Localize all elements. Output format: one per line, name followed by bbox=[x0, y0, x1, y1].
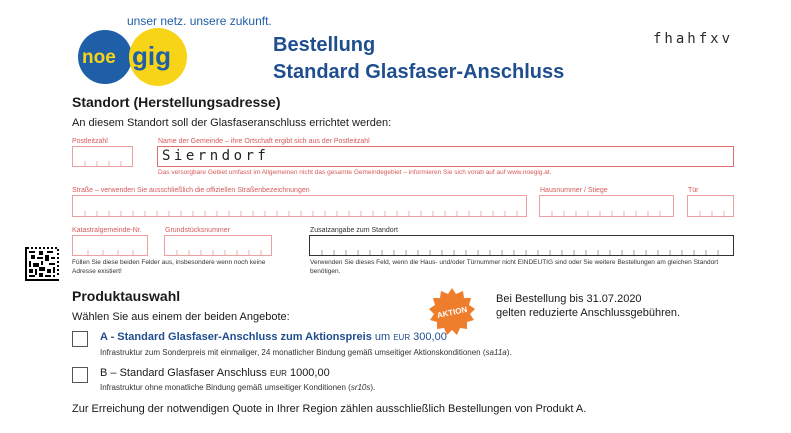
option-a-desc-end: ). bbox=[506, 348, 512, 357]
katastralgemeinde-field[interactable] bbox=[72, 235, 148, 256]
data-matrix-code bbox=[25, 247, 59, 281]
aktion-badge-text: AKTION bbox=[436, 304, 469, 321]
promo-text bbox=[496, 292, 680, 320]
produkt-intro: Wählen Sie aus einem der beiden Angebote: bbox=[72, 311, 290, 323]
option-a-desc-main: Infrastruktur zum Sonderpreis mit einmaliger, 24 monatlicher Bindung gemäß umseitiger Aktionskonditionen ( bbox=[100, 348, 486, 357]
produkt-heading: Produktauswahl bbox=[72, 288, 181, 304]
gemeinde-label: Name der Gemeinde – ihre Ortschaft ergibt sich aus der Postleitzahl bbox=[158, 138, 370, 145]
option-a-desc-code: sa11a bbox=[485, 348, 507, 357]
option-b-currency: EUR bbox=[270, 369, 287, 378]
option-b-desc-end: ). bbox=[370, 383, 376, 392]
option-a-currency: EUR bbox=[393, 333, 411, 342]
quota-note: Zur Erreichung der notwendigen Quote in Ihrer Region zählen ausschließlich Bestellungen von Produkt A. bbox=[72, 403, 587, 415]
postleitzahl-field[interactable] bbox=[72, 146, 133, 167]
zusatzangabe-field[interactable] bbox=[309, 235, 734, 256]
note-left: Füllen Sie diese beiden Felder aus, insbesondere wenn noch keine Adresse existiert! bbox=[72, 259, 266, 275]
strasse-label: Straße – verwenden Sie ausschließlich die offiziellen Straßenbezeichnungen bbox=[72, 187, 310, 194]
gemeinde-field[interactable] bbox=[157, 146, 734, 167]
gemeinde-value: Sierndorf bbox=[162, 148, 270, 164]
postleitzahl-label: Postleitzahl bbox=[72, 138, 108, 145]
option-a-line bbox=[100, 331, 447, 343]
option-b-desc-code: sr10s bbox=[350, 383, 371, 392]
option-b-title: B – Standard Glasfaser Anschluss bbox=[100, 367, 267, 379]
option-a-price: 300,00 bbox=[413, 331, 447, 343]
strasse-field[interactable] bbox=[72, 195, 527, 217]
tuer-label: Tür bbox=[688, 187, 699, 194]
grundstuecksnummer-field[interactable] bbox=[164, 235, 272, 256]
option-a-description bbox=[100, 348, 512, 357]
postleitzahl-ticks bbox=[73, 161, 134, 166]
standort-intro: An diesem Standort soll der Glasfaseranschluss errichtet werden: bbox=[72, 117, 392, 129]
option-a-title: A - Standard Glasfaser-Anschluss zum Aktionspreis bbox=[100, 331, 372, 343]
tuer-field[interactable] bbox=[687, 195, 734, 217]
hausnummer-field[interactable] bbox=[539, 195, 674, 217]
option-a-checkbox[interactable] bbox=[72, 331, 88, 347]
zusatzangabe-label: Zusatzangabe zum Standort bbox=[310, 227, 398, 234]
promo-line-1: Bei Bestellung bis 31.07.2020 bbox=[496, 293, 642, 305]
strasse-ticks bbox=[73, 211, 528, 216]
logo-noe-text: noe bbox=[82, 47, 116, 68]
logo-gig-text: gig bbox=[132, 41, 171, 71]
noegig-logo bbox=[72, 28, 192, 86]
form-code: fhahfxv bbox=[653, 31, 734, 47]
grundstuecksnummer-ticks bbox=[165, 250, 273, 255]
promo-line-2: gelten reduzierte Anschlussgebühren. bbox=[496, 307, 681, 319]
option-b-line bbox=[100, 367, 330, 379]
tuer-ticks bbox=[688, 211, 735, 216]
slogan: unser netz. unsere zukunft. bbox=[127, 14, 272, 28]
zusatzangabe-ticks bbox=[310, 250, 735, 255]
note-right: Verwenden Sie dieses Feld, wenn die Haus- und/oder Türnummer nicht EINDEUTIG sind oder Sie weitere Bestellungen am gleichen Standort benötigen. bbox=[310, 259, 719, 275]
hausnummer-label: Hausnummer / Stiege bbox=[540, 187, 608, 194]
form-title bbox=[273, 32, 564, 86]
option-b-checkbox[interactable] bbox=[72, 367, 88, 383]
hausnummer-ticks bbox=[540, 211, 675, 216]
aktion-badge bbox=[427, 287, 477, 337]
katastralgemeinde-label: Katastralgemeinde-Nr. bbox=[72, 227, 142, 234]
gemeinde-hint: Das versorgbare Gebiet umfasst im Allgemeinen nicht das gesamte Gemeindegebiet – informieren Sie sich vorab auf auf www.noegig.at. bbox=[158, 169, 552, 176]
option-b-desc-main: Infrastruktur ohne monatliche Bindung gemäß umseitiger Konditionen ( bbox=[100, 383, 351, 392]
option-b-description bbox=[100, 383, 375, 392]
option-b-price: 1000,00 bbox=[289, 367, 330, 379]
standort-heading: Standort (Herstellungsadresse) bbox=[72, 94, 281, 110]
katastralgemeinde-ticks bbox=[73, 250, 149, 255]
title-line-2: Standard Glasfaser-Anschluss bbox=[273, 61, 565, 83]
option-a-price-prefix: um bbox=[374, 331, 391, 343]
title-line-1: Bestellung bbox=[273, 34, 376, 56]
grundstuecksnummer-label: Grundstücksnummer bbox=[165, 227, 230, 234]
